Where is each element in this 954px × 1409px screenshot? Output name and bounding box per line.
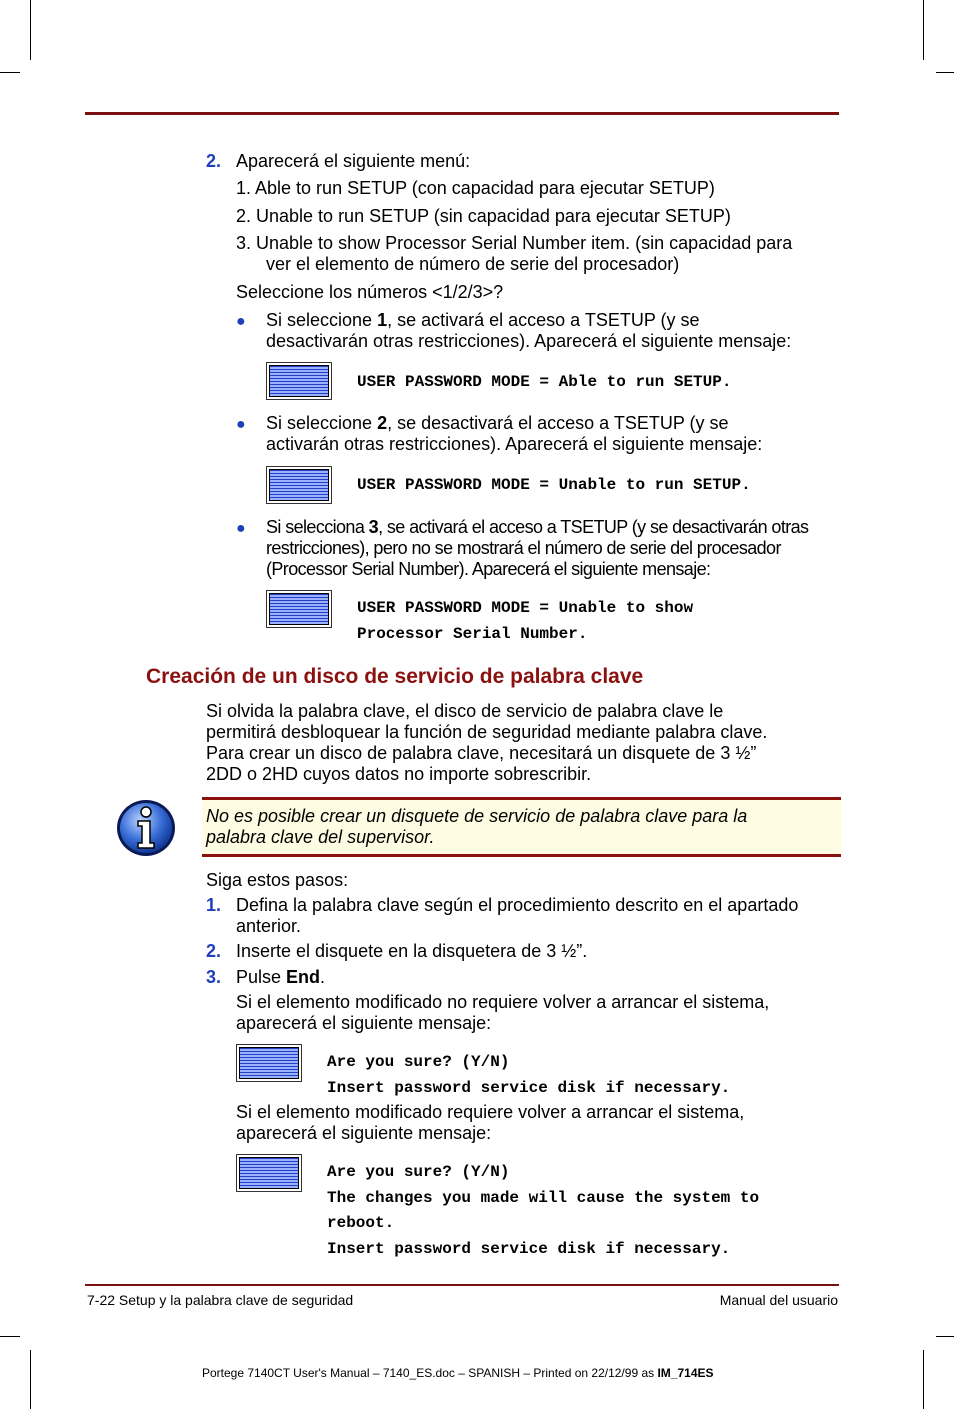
- step-text-cont: anterior.: [236, 916, 302, 936]
- screen-message: USER PASSWORD MODE = Unable to show: [357, 599, 694, 617]
- note-line: No es posible crear un disquete de servicio de palabra clave para la: [206, 806, 748, 826]
- step-text: Inserte el disquete en la disquetera de 3 ½”.: [236, 941, 588, 961]
- crop-mark: [30, 1350, 31, 1409]
- note-box: [202, 797, 841, 857]
- crop-mark: [30, 0, 31, 60]
- note-text: [206, 806, 747, 848]
- step-text: Aparecerá el siguiente menú:: [236, 151, 471, 171]
- select-prompt: Seleccione los números <1/2/3>?: [236, 282, 504, 302]
- crop-mark: [936, 1336, 954, 1337]
- screen-icon: [266, 590, 332, 628]
- info-icon: [116, 799, 176, 857]
- bullet-dot: ●: [236, 520, 246, 537]
- bullet-dot: ●: [236, 313, 246, 330]
- bullet-text: Si seleccione 1, se activará el acceso a TSETUP (y se: [266, 310, 700, 330]
- section-paragraph: Si olvida la palabra clave, el disco de servicio de palabra clave le: [206, 701, 724, 721]
- crop-mark: [0, 1336, 20, 1337]
- screen-message: reboot.: [327, 1214, 395, 1232]
- step-number: 2.: [206, 941, 222, 961]
- case-text: aparecerá el siguiente mensaje:: [236, 1123, 492, 1143]
- footer-right: Manual del usuario: [719, 1292, 838, 1308]
- steps-intro: Siga estos pasos:: [206, 870, 349, 890]
- crop-mark: [923, 1350, 924, 1409]
- case-text: Si el elemento modificado requiere volver a arrancar el sistema,: [236, 1102, 745, 1122]
- screen-icon: [236, 1044, 302, 1082]
- note-line: palabra clave del supervisor.: [206, 827, 435, 847]
- bullet-text-cont: (Processor Serial Number). Aparecerá el siguiente mensaje:: [266, 559, 711, 579]
- screen-icon: [236, 1154, 302, 1192]
- screen-icon: [266, 466, 332, 504]
- footer-left: 7-22 Setup y la palabra clave de seguridad: [87, 1292, 354, 1308]
- section-paragraph: permitirá desbloquear la función de seguridad mediante palabra clave.: [206, 722, 768, 742]
- step-text: Pulse End.: [236, 967, 326, 987]
- screen-message: Insert password service disk if necessary.: [327, 1240, 731, 1258]
- section-paragraph: 2DD o 2HD cuyos datos no importe sobrescribir.: [206, 764, 592, 784]
- bullet-text-cont: activarán otras restricciones). Aparecerá el siguiente mensaje:: [266, 434, 763, 454]
- screen-message: Processor Serial Number.: [357, 625, 588, 643]
- bullet-text-cont: restricciones), pero no se mostrará el número de serie del procesador: [266, 538, 781, 558]
- screen-message: Are you sure? (Y/N): [327, 1163, 510, 1181]
- step-number: 2.: [206, 151, 222, 171]
- crop-mark: [923, 0, 924, 60]
- footer-rule: [85, 1284, 839, 1286]
- screen-message: USER PASSWORD MODE = Able to run SETUP.: [357, 373, 732, 391]
- print-info: Portege 7140CT User's Manual – 7140_ES.doc – SPANISH – Printed on 22/12/99 as IM_714ES: [202, 1366, 714, 1380]
- section-heading: Creación de un disco de servicio de palabra clave: [146, 665, 644, 688]
- bullet-dot: ●: [236, 416, 246, 433]
- screen-message: USER PASSWORD MODE = Unable to run SETUP.: [357, 476, 751, 494]
- menu-option-cont: ver el elemento de número de serie del procesador): [266, 254, 680, 274]
- screen-message: Insert password service disk if necessary.: [327, 1079, 731, 1097]
- bullet-text-cont: desactivarán otras restricciones). Aparecerá el siguiente mensaje:: [266, 331, 792, 351]
- crop-mark: [936, 72, 954, 73]
- case-text: aparecerá el siguiente mensaje:: [236, 1013, 492, 1033]
- screen-icon: [266, 362, 332, 400]
- screen-message: Are you sure? (Y/N): [327, 1053, 510, 1071]
- section-paragraph: Para crear un disco de palabra clave, necesitará un disquete de 3 ½”: [206, 743, 757, 763]
- menu-option: 2. Unable to run SETUP (sin capacidad para ejecutar SETUP): [236, 206, 731, 226]
- header-rule: [85, 112, 839, 115]
- step-number: 1.: [206, 895, 222, 915]
- step-text: Defina la palabra clave según el procedimiento descrito en el apartado: [236, 895, 799, 915]
- step-number: 3.: [206, 967, 222, 987]
- crop-mark: [0, 72, 20, 73]
- bullet-text: Si seleccione 2, se desactivará el acceso a TSETUP (y se: [266, 413, 729, 433]
- screen-message: The changes you made will cause the system to: [327, 1189, 760, 1207]
- menu-option: 3. Unable to show Processor Serial Number item. (sin capacidad para: [236, 233, 793, 253]
- menu-option: 1. Able to run SETUP (con capacidad para ejecutar SETUP): [236, 178, 715, 198]
- case-text: Si el elemento modificado no requiere volver a arrancar el sistema,: [236, 992, 770, 1012]
- bullet-text: Si selecciona 3, se activará el acceso a TSETUP (y se desactivarán otras: [266, 517, 809, 537]
- key-name: End: [286, 967, 321, 987]
